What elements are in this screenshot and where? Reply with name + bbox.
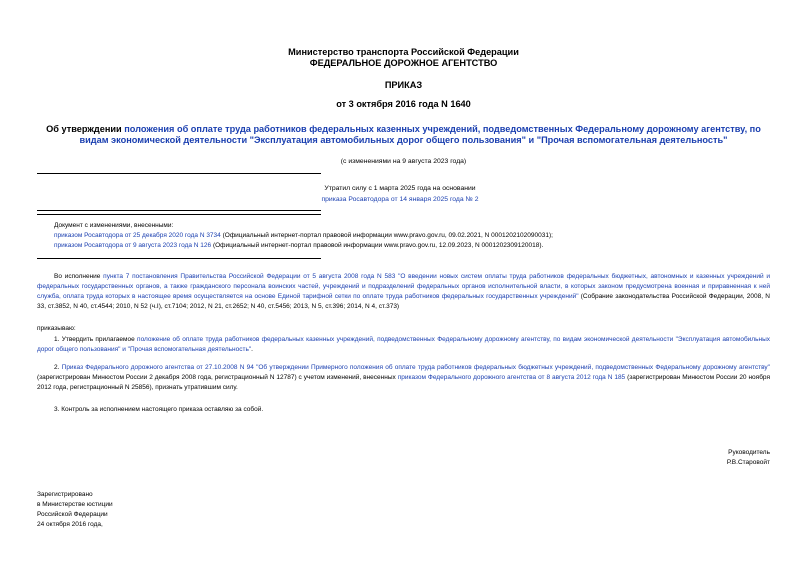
changes-item-text: (Официальный интернет-портал правовой информации www.pravo.gov.ru, 09.02.2021, N 0001202102090031);: [220, 232, 553, 239]
changes-intro: Документ с изменениями, внесенными:: [54, 222, 174, 229]
preamble-text: (Собрание законодательства Российской Федерации, 2008, N 33, ст.3852, N 40, ст.4544; 2010, N 52 (ч.I), ст.7104; 2012, N 21, ст.2652; N 40, ст.5456; 2013, N 5, ст.396; 2014, N 4, ст.373): [37, 293, 770, 310]
divider: [37, 258, 321, 259]
registration-line: в Министерстве юстиции: [37, 501, 113, 508]
item-link[interactable]: Приказ Федерального дорожного агентства от 27.10.2008 N 94 "Об утверждении Примерного положения об оплате труда работников федеральных бюджетных учреждений, подведомственных Федеральному дорожному агентству": [61, 364, 770, 371]
agency-name: ФЕДЕРАЛЬНОЕ ДОРОЖНОЕ АГЕНТСТВО: [309, 58, 498, 68]
changes-item-text: (Официальный интернет-портал правовой информации www.pravo.gov.ru, 12.09.2023, N 0001202309120018).: [211, 242, 544, 249]
changes-item: [54, 231, 774, 241]
lost-force-note: [260, 184, 540, 205]
order-item-2: [37, 363, 770, 393]
item-link[interactable]: положение об оплате труда работников федеральных казенных учреждений, подведомственных Федеральному дорожному агентству, по видам экономической деятельности "Эксплуатация автомобильных дорог общего пользования" и "Прочая вспомогательная деятельность": [37, 336, 770, 353]
registration-line: Российской Федерации: [37, 511, 108, 518]
item-text: (зарегистрирован Минюстом России 2 декабря 2008 года, регистрационный N 12787) с учетом изменений, внесенных: [37, 374, 398, 381]
title-link[interactable]: положения об оплате труда работников федеральных казенных учреждений, подведомственных Федеральному дорожному агентству, по видам экономической деятельности "Эксплуатация автомобильных дорог общего пользования" и "Прочая вспомогательная деятельность": [79, 124, 761, 145]
changes-item-link[interactable]: приказом Росавтодора от 25 декабря 2020 года N 3734: [54, 232, 221, 239]
doc-date-number: от 3 октября 2016 года N 1640: [336, 99, 471, 109]
changes-item-link[interactable]: приказом Росавтодора от 9 августа 2023 года N 126: [54, 242, 212, 249]
item-text: (зарегистрирован Минюстом России 20 ноября 2012 года, регистрационный N 25856), признать утратившим силу.: [37, 374, 770, 391]
preamble-paragraph: [37, 272, 770, 312]
preamble-link[interactable]: пункта 7 постановления Правительства Российской Федерации от 5 августа 2008 года N 583 "О введении новых систем оплаты труда работников федеральных бюджетных, автономных и казенных учреждений и федеральных государственных органов, а также гражданского персонала воинских частей, учреждений и подразделений федеральных органов исполнительной власти, в которых законом предусмотрена военная и приравненная к ней служба, оплата труда которых в настоящее время осуществляется на основе Единой тарифной сетки по оплате труда работников федеральных государственных учреждений": [37, 273, 770, 300]
lost-force-link[interactable]: приказа Росавтодора от 14 января 2025 года № 2: [321, 195, 479, 203]
order-word: приказываю:: [37, 325, 76, 332]
changes-block: [54, 221, 774, 251]
order-item-3: 3. Контроль за исполнением настоящего приказа оставляю за собой.: [54, 406, 264, 413]
signature-name: Р.В.Старовойт: [726, 459, 770, 466]
changes-item: [54, 241, 774, 251]
item-text: 2.: [54, 364, 62, 371]
preamble-text: Во исполнение: [54, 273, 104, 280]
signature-position: Руководитель: [728, 449, 770, 456]
lost-force-line: Утратил силу с 1 марта 2025 года на основании: [324, 185, 476, 192]
doc-title: [40, 124, 767, 146]
item-link[interactable]: приказом Федерального дорожного агентства от 8 августа 2012 года N 185: [397, 374, 626, 381]
registration-line: Зарегистрировано: [37, 491, 93, 498]
divider: [37, 210, 321, 211]
doc-type: ПРИКАЗ: [384, 80, 423, 90]
divider: [37, 214, 321, 215]
item-text: .: [251, 346, 253, 353]
divider: [37, 173, 321, 174]
title-prefix: Об утверждении: [46, 124, 125, 134]
amendments-note: (с изменениями на 9 августа 2023 года): [340, 158, 467, 165]
order-item-1: [37, 335, 770, 355]
item-text: 1. Утвердить прилагаемое: [54, 336, 138, 343]
registration-block: [37, 490, 287, 530]
signature-block: [600, 448, 770, 468]
registration-line: 24 октября 2016 года,: [37, 521, 103, 528]
ministry-name: Министерство транспорта Российской Федерации: [288, 47, 519, 57]
